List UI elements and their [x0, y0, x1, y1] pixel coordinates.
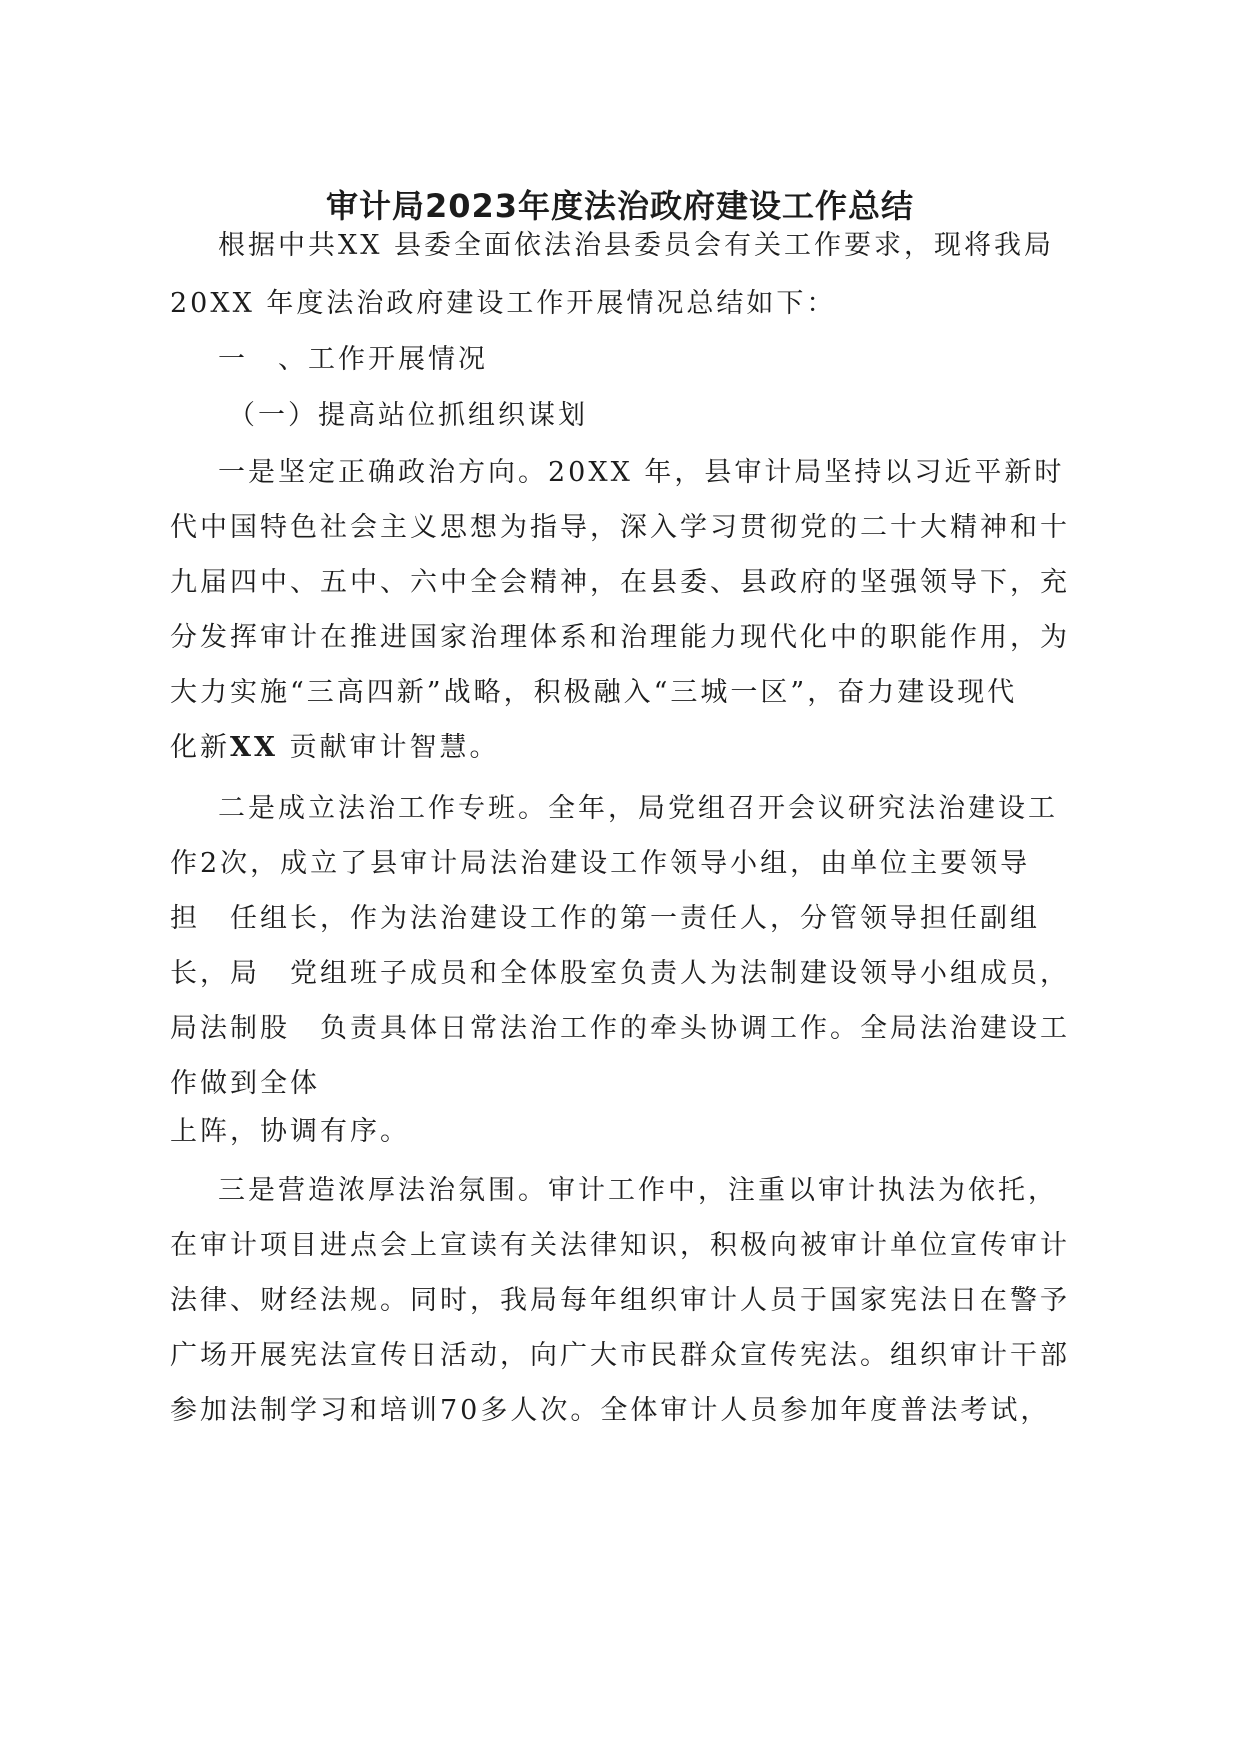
para1-line-4: 分发挥审计在推进国家治理体系和治理能力现代化中的职能作用，为 [170, 622, 1070, 653]
subsection-heading: （一）提高站位抓组织谋划 [228, 400, 588, 431]
para1-line-5: 大力实施“三高四新”战略，积极融入“三城一区”，奋力建设现代 [170, 677, 1018, 708]
intro-line-2: 20XX 年度法治政府建设工作开展情况总结如下： [170, 288, 837, 319]
section-heading: 一 、工作开展情况 [218, 344, 488, 375]
para3-line-3: 法律、财经法规。同时，我局每年组织审计人员于国家宪法日在警予 [170, 1285, 1070, 1316]
para3-line-4: 广场开展宪法宣传日活动，向广大市民群众宣传宪法。组织审计干部 [170, 1340, 1070, 1371]
para1-line-2: 代中国特色社会主义思想为指导，深入学习贯彻党的二十大精神和十 [170, 512, 1070, 543]
para2-line-7: 上阵，协调有序。 [170, 1116, 410, 1147]
para1-line-6-bold: XX [230, 732, 278, 763]
para2-line-2: 作2次，成立了县审计局法治建设工作领导小组，由单位主要领导 [170, 848, 1031, 879]
para2-line-1: 二是成立法治工作专班。全年，局党组召开会议研究法治建设工 [218, 793, 1058, 824]
para1-line-3: 九届四中、五中、六中全会精神，在县委、县政府的坚强领导下，充 [170, 567, 1070, 598]
para2-line-5: 局法制股 负责具体日常法治工作的牵头协调工作。全局法治建设工 [170, 1013, 1070, 1044]
para3-line-2: 在审计项目进点会上宣读有关法律知识，积极向被审计单位宣传审计 [170, 1230, 1070, 1261]
para1-line-6a: 化新 [170, 732, 230, 763]
para3-line-5: 参加法制学习和培训70多人次。全体审计人员参加年度普法考试， [170, 1395, 1051, 1426]
para1-line-1: 一是坚定正确政治方向。20XX 年，县审计局坚持以习近平新时 [218, 457, 1065, 488]
document-title: 审计局2023年度法治政府建设工作总结 [325, 187, 915, 225]
para2-line-4: 长，局 党组班子成员和全体股室负责人为法制建设领导小组成员， [170, 958, 1070, 989]
intro-line-1: 根据中共XX 县委全面依法治县委员会有关工作要求，现将我局 [218, 230, 1055, 261]
para1-line-6c: 贡献审计智慧。 [277, 732, 500, 763]
para2-line-3: 担 任组长，作为法治建设工作的第一责任人，分管领导担任副组 [170, 903, 1040, 934]
para1-line-6 [170, 730, 500, 766]
para2-line-6: 作做到全体 [170, 1068, 320, 1099]
para3-line-1: 三是营造浓厚法治氛围。审计工作中，注重以审计执法为依托， [218, 1175, 1058, 1206]
